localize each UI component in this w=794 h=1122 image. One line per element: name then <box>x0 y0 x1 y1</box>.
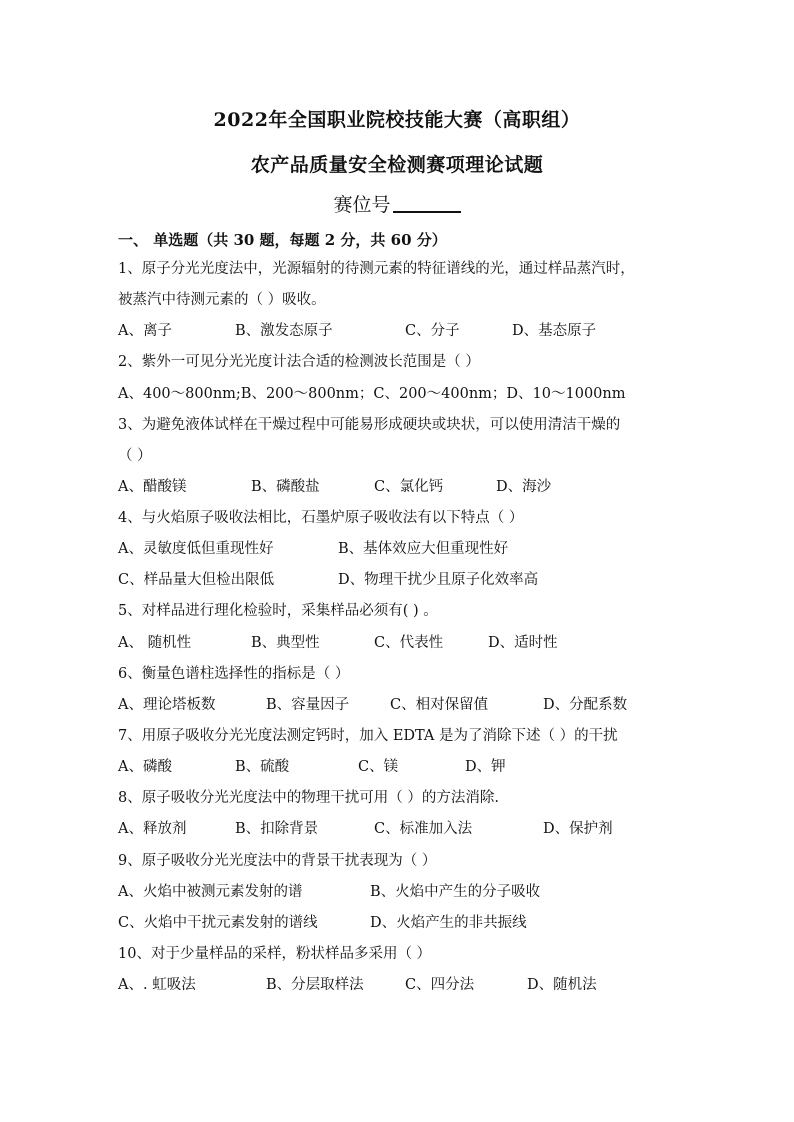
section-heading: 一、 单选题（共 30 题，每题 2 分，共 60 分） <box>118 231 447 249</box>
option-a[interactable]: A、. 虹吸法 <box>118 977 196 993</box>
exam-title-line1: 2022年全国职业院校技能大赛（高职组） <box>213 109 581 131</box>
option-c[interactable]: C、火焰中干扰元素发射的谱线 <box>118 915 318 931</box>
option-a[interactable]: A、 随机性 <box>118 635 192 651</box>
seat-number-label: 赛位号 <box>333 194 391 216</box>
option-a[interactable]: A、火焰中被测元素发射的谱 <box>118 884 303 900</box>
option-b[interactable]: B、扣除背景 <box>235 821 319 837</box>
question-2-stem: 2、紫外一可见分光光度计法合适的检测波长范围是（ ） <box>118 354 480 370</box>
option-a[interactable]: A、释放剂 <box>118 821 187 837</box>
option-b[interactable]: B、基体效应大但重现性好 <box>338 541 509 557</box>
exam-title-line2: 农产品质量安全检测赛项理论试题 <box>250 154 544 176</box>
question-7-stem: 7、用原子吸收分光光度法测定钙时，加入 EDTA 是为了消除下述（ ）的干扰 <box>118 728 618 744</box>
option-c[interactable]: C、相对保留值 <box>390 697 489 713</box>
option-a[interactable]: A、磷酸 <box>118 759 172 775</box>
option-a[interactable]: A、醋酸镁 <box>118 479 187 495</box>
option-b[interactable]: B、火焰中产生的分子吸收 <box>370 884 541 900</box>
question-9-stem: 9、原子吸收分光光度法中的背景干扰表现为（ ） <box>118 853 437 869</box>
option-b[interactable]: B、磷酸盐 <box>251 479 320 495</box>
question-6-stem: 6、衡量色谱柱选择性的指标是（ ） <box>118 666 350 682</box>
option-a[interactable]: A、离子 <box>118 323 172 339</box>
seat-number-field <box>0 190 794 217</box>
option-d[interactable]: D、保护剂 <box>543 821 613 837</box>
option-b[interactable]: B、容量因子 <box>266 697 350 713</box>
option-c[interactable]: C、氯化钙 <box>374 479 444 495</box>
option-b[interactable]: B、硫酸 <box>235 759 290 775</box>
option-d[interactable]: D、海沙 <box>496 479 552 495</box>
question-10-stem: 10、对于少量样品的采样，粉状样品多采用（ ） <box>118 946 432 962</box>
option-b[interactable]: B、典型性 <box>251 635 320 651</box>
question-5-stem: 5、对样品进行理化检验时，采集样品必须有( ) 。 <box>118 603 438 619</box>
option-b[interactable]: B、分层取样法 <box>266 977 364 993</box>
seat-number-blank[interactable] <box>393 193 461 213</box>
question-3-stem-line1: 3、为避免液体试样在干燥过程中可能易形成硬块或块状，可以使用清洁干燥的 <box>118 417 621 433</box>
option-c[interactable]: C、标准加入法 <box>374 821 473 837</box>
option-c[interactable]: C、代表性 <box>374 635 444 651</box>
option-d[interactable]: D、物理干扰少且原子化效率高 <box>338 572 539 588</box>
option-a[interactable]: A、灵敏度低但重现性好 <box>118 541 274 557</box>
option-c[interactable]: C、分子 <box>405 323 460 339</box>
option-d[interactable]: D、钾 <box>465 759 506 775</box>
question-1-stem-line2: 被蒸汽中待测元素的（ ）吸收。 <box>118 292 326 308</box>
question-3-stem-line2: （ ） <box>118 448 152 464</box>
option-d[interactable]: D、火焰产生的非共振线 <box>370 915 527 931</box>
option-c[interactable]: C、四分法 <box>405 977 475 993</box>
question-8-stem: 8、原子吸收分光光度法中的物理干扰可用（ ）的方法消除. <box>118 790 499 806</box>
question-1-stem-line1: 1、原子分光光度法中，光源辐射的待测元素的特征谱线的光，通过样品蒸汽时， <box>118 261 635 277</box>
option-c[interactable]: C、样品量大但检出限低 <box>118 572 275 588</box>
option-d[interactable]: D、随机法 <box>527 977 597 993</box>
option-d[interactable]: D、适时性 <box>488 635 558 651</box>
option-a[interactable]: A、理论塔板数 <box>118 697 216 713</box>
option-d[interactable]: D、分配系数 <box>543 697 628 713</box>
question-4-stem: 4、与火焰原子吸收法相比，石墨炉原子吸收法有以下特点（ ） <box>118 510 524 526</box>
option-b[interactable]: B、激发态原子 <box>235 323 333 339</box>
option-c[interactable]: C、镁 <box>358 759 399 775</box>
option-d[interactable]: D、基态原子 <box>512 323 597 339</box>
question-2-options: A、400～800nm;B、200～800nm；C、200～400nm；D、10～1000nm <box>118 386 626 402</box>
